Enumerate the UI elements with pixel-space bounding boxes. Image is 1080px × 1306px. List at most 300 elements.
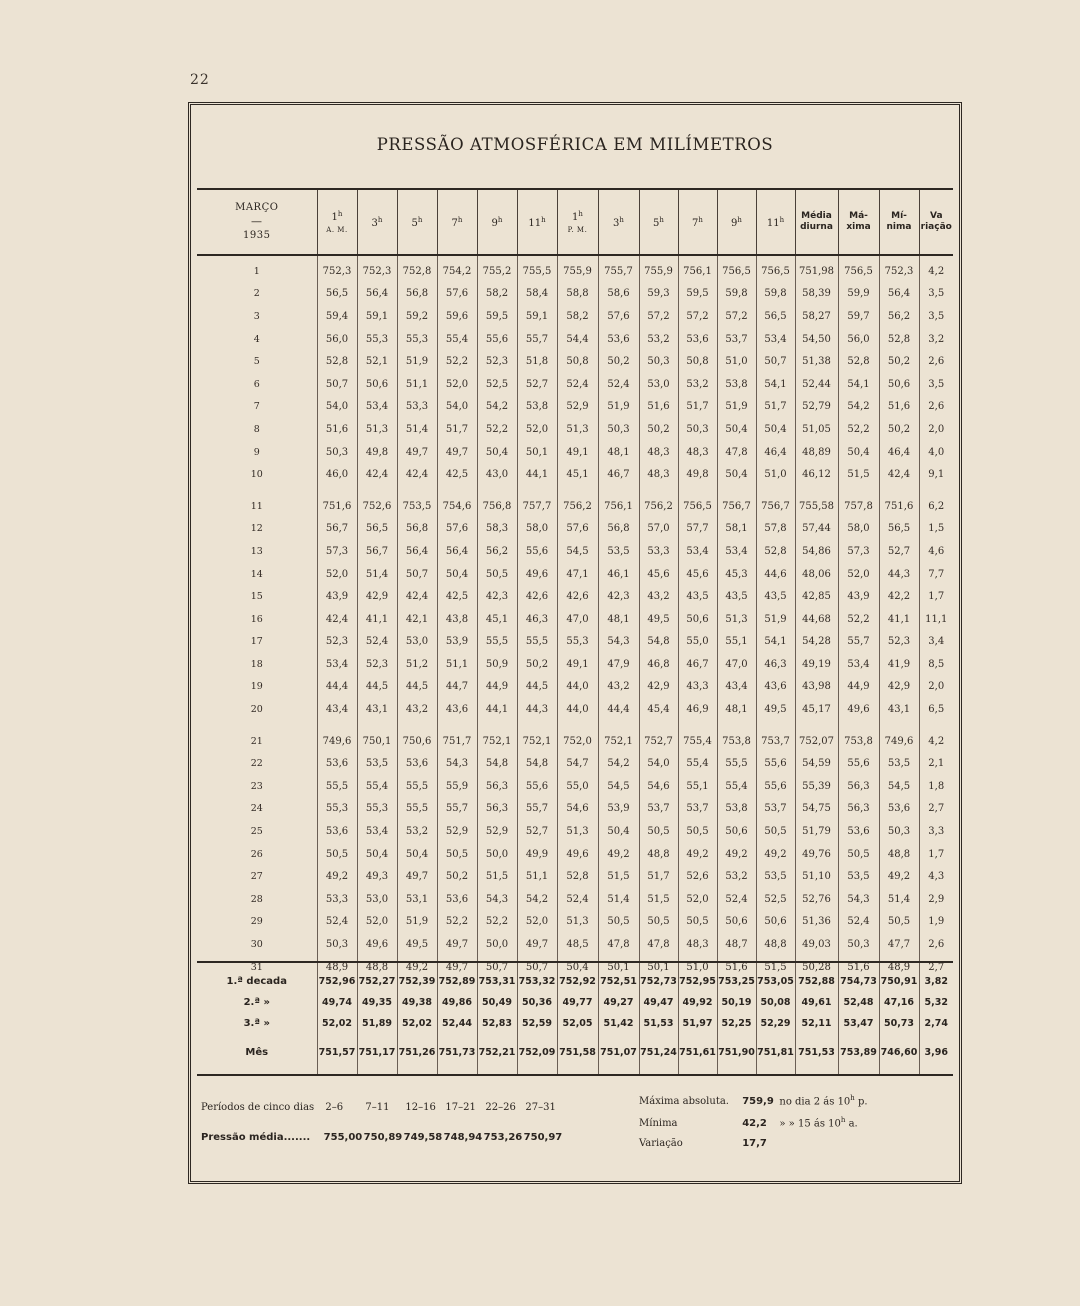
table-row [197, 463, 953, 486]
table-row [197, 540, 953, 563]
value-cell: 49,6 [357, 933, 397, 956]
summary-value: 50,73 [879, 1013, 919, 1034]
value-cell: 44,1 [477, 698, 517, 721]
value-cell: 50,5 [317, 843, 357, 866]
value-cell: 6,2 [919, 495, 953, 518]
max-row [639, 1094, 868, 1107]
value-cell: 752,1 [517, 730, 557, 753]
value-cell: 50,2 [598, 350, 639, 373]
value-cell: 57,6 [437, 283, 477, 306]
value-cell: 43,2 [598, 676, 639, 699]
value-cell: 55,6 [756, 752, 795, 775]
value-cell: 753,5 [397, 495, 437, 518]
value-cell: 4,2 [919, 255, 953, 283]
value-cell: 51,6 [717, 956, 756, 979]
value-cell: 42,4 [879, 463, 919, 486]
value-cell: 753,7 [756, 730, 795, 753]
day-cell: 24 [250, 803, 263, 815]
value-cell: 51,3 [557, 911, 598, 934]
value-cell: 50,5 [879, 911, 919, 934]
value-cell: 755,7 [598, 255, 639, 283]
value-cell: 53,2 [397, 820, 437, 843]
value-cell: 55,0 [557, 775, 598, 798]
value-cell: 55,7 [838, 631, 879, 654]
value-cell: 52,3 [317, 631, 357, 654]
value-cell: 48,8 [357, 956, 397, 979]
value-cell: 3,3 [919, 820, 953, 843]
value-cell: 43,9 [317, 585, 357, 608]
hour-header: 5$^h$ [397, 189, 437, 255]
value-cell: 52,4 [838, 911, 879, 934]
value-cell: 52,4 [357, 631, 397, 654]
summary-value: 51,42 [598, 1013, 639, 1034]
value-cell: 52,4 [557, 373, 598, 396]
value-cell: 752,07 [795, 730, 838, 753]
table-row [197, 418, 953, 441]
value-cell: 48,5 [557, 933, 598, 956]
value-cell: 756,5 [717, 255, 756, 283]
summary-value: 49,86 [437, 992, 477, 1013]
value-cell: 55,9 [437, 775, 477, 798]
value-cell: 52,4 [557, 888, 598, 911]
value-cell: 754,2 [437, 255, 477, 283]
value-cell: 51,7 [678, 396, 717, 419]
value-cell: 55,5 [397, 798, 437, 821]
month-header: MARÇO — 1935 [197, 189, 317, 255]
summary-value: 50,49 [477, 992, 517, 1013]
table-row [197, 653, 953, 676]
value-cell: 52,2 [477, 418, 517, 441]
value-cell: 53,3 [639, 540, 678, 563]
value-cell: 46,7 [678, 653, 717, 676]
summary-value: 3,96 [919, 1034, 953, 1075]
value-cell: 59,5 [477, 305, 517, 328]
value-cell: 43,8 [437, 608, 477, 631]
max-value: 759,9 [742, 1096, 774, 1108]
value-cell: 53,5 [838, 865, 879, 888]
value-cell: 52,2 [437, 350, 477, 373]
summary-value: 752,27 [357, 962, 397, 992]
value-cell: 54,5 [879, 775, 919, 798]
value-cell: 56,5 [879, 518, 919, 541]
value-cell: 752,8 [397, 255, 437, 283]
table-row [197, 518, 953, 541]
value-cell: 54,0 [317, 396, 357, 419]
value-cell: 42,9 [357, 585, 397, 608]
value-cell: 756,7 [756, 495, 795, 518]
value-cell: 55,3 [397, 328, 437, 351]
day-cell: 13 [250, 545, 263, 557]
value-cell: 52,7 [517, 820, 557, 843]
value-cell: 53,2 [639, 328, 678, 351]
value-cell: 4,2 [919, 730, 953, 753]
min-sup: h [840, 1116, 846, 1124]
value-cell: 59,5 [678, 283, 717, 306]
value-cell: 44,6 [756, 563, 795, 586]
hour-header: 11$^h$ [517, 189, 557, 255]
value-cell: 50,6 [879, 373, 919, 396]
day-cell: 30 [250, 939, 263, 951]
value-cell: 52,9 [437, 820, 477, 843]
value-cell: 53,4 [317, 653, 357, 676]
day-cell: 1 [253, 265, 260, 277]
value-cell: 54,2 [838, 396, 879, 419]
day-cell: 6 [253, 378, 260, 390]
summary-value: 751,90 [717, 1034, 756, 1075]
value-cell: 52,3 [879, 631, 919, 654]
value-cell: 749,6 [879, 730, 919, 753]
day-cell: 17 [250, 636, 263, 648]
value-cell: 54,5 [598, 775, 639, 798]
value-cell: 11,1 [919, 608, 953, 631]
value-cell: 50,2 [639, 418, 678, 441]
value-cell: 53,6 [678, 328, 717, 351]
summary-value: 52,83 [477, 1013, 517, 1034]
value-cell: 56,4 [397, 540, 437, 563]
value-cell: 52,7 [517, 373, 557, 396]
hour-header: 9$^h$ [477, 189, 517, 255]
summary-value: 752,95 [678, 962, 717, 992]
value-cell: 45,4 [639, 698, 678, 721]
value-cell: 50,8 [557, 350, 598, 373]
value-cell: 52,2 [838, 418, 879, 441]
summary-value: 751,57 [317, 1034, 357, 1075]
value-cell: 56,3 [477, 775, 517, 798]
value-cell: 48,1 [598, 608, 639, 631]
table-row [197, 631, 953, 654]
value-cell: 51,5 [756, 956, 795, 979]
value-cell: 1,9 [919, 911, 953, 934]
value-cell: 55,4 [437, 328, 477, 351]
var-label: Variação [639, 1138, 683, 1149]
value-cell: 43,1 [357, 698, 397, 721]
value-cell: 57,2 [678, 305, 717, 328]
value-cell: 50,4 [717, 418, 756, 441]
value-cell: 53,8 [517, 396, 557, 419]
day-cell: 21 [250, 735, 263, 747]
value-cell: 49,9 [517, 843, 557, 866]
value-cell: 53,6 [879, 798, 919, 821]
value-cell: 42,4 [357, 463, 397, 486]
summary-table [197, 961, 953, 1076]
value-cell: 42,4 [317, 608, 357, 631]
value-cell: 55,3 [357, 798, 397, 821]
summary-value: 49,74 [317, 992, 357, 1013]
value-cell: 46,9 [678, 698, 717, 721]
value-cell: 45,6 [678, 563, 717, 586]
value-cell: 50,5 [678, 820, 717, 843]
value-cell: 42,6 [557, 585, 598, 608]
table-row [197, 820, 953, 843]
value-cell: 47,8 [598, 933, 639, 956]
summary-value: 751,24 [639, 1034, 678, 1075]
value-cell: 6,5 [919, 698, 953, 721]
value-cell: 57,6 [557, 518, 598, 541]
value-cell: 2,7 [919, 956, 953, 979]
value-cell: 45,17 [795, 698, 838, 721]
value-cell: 56,0 [838, 328, 879, 351]
summary-row [197, 962, 953, 992]
value-cell: 9,1 [919, 463, 953, 486]
value-cell: 50,1 [598, 956, 639, 979]
value-cell: 56,5 [317, 283, 357, 306]
page-title: PRESSÃO ATMOSFÉRICA EM MILÍMETROS [376, 135, 774, 154]
value-cell: 46,3 [517, 608, 557, 631]
value-cell: 41,1 [879, 608, 919, 631]
table-row [197, 888, 953, 911]
value-cell: 53,8 [717, 798, 756, 821]
value-cell: 52,7 [879, 540, 919, 563]
value-cell: 51,3 [357, 418, 397, 441]
summary-value: 47,16 [879, 992, 919, 1013]
periods-row [201, 1102, 565, 1113]
value-cell: 55,39 [795, 775, 838, 798]
value-cell: 53,2 [678, 373, 717, 396]
day-cell: 27 [250, 871, 263, 883]
value-cell: 55,5 [517, 631, 557, 654]
value-cell: 55,7 [437, 798, 477, 821]
value-cell: 52,8 [756, 540, 795, 563]
value-cell: 52,9 [557, 396, 598, 419]
value-cell: 53,2 [717, 865, 756, 888]
var-value: 17,7 [742, 1138, 767, 1149]
value-cell: 56,8 [397, 283, 437, 306]
hour-header: 3$^h$ [357, 189, 397, 255]
value-cell: 52,1 [357, 350, 397, 373]
value-cell: 53,4 [717, 540, 756, 563]
value-cell: 752,3 [357, 255, 397, 283]
value-cell: 49,19 [795, 653, 838, 676]
value-cell: 50,3 [598, 418, 639, 441]
value-cell: 55,6 [517, 775, 557, 798]
value-cell: 51,3 [557, 820, 598, 843]
value-cell: 42,85 [795, 585, 838, 608]
value-cell: 1,7 [919, 843, 953, 866]
summary-label: Mês [245, 1046, 269, 1058]
value-cell: 50,7 [317, 373, 357, 396]
value-cell: 59,1 [517, 305, 557, 328]
value-cell: 51,10 [795, 865, 838, 888]
value-cell: 50,3 [678, 418, 717, 441]
summary-value: 752,92 [557, 962, 598, 992]
value-cell: 50,5 [678, 911, 717, 934]
value-cell: 51,3 [557, 418, 598, 441]
value-cell: 43,3 [678, 676, 717, 699]
summary-value: 751,53 [795, 1034, 838, 1075]
value-cell: 752,1 [598, 730, 639, 753]
value-cell: 751,6 [317, 495, 357, 518]
value-cell: 54,2 [517, 888, 557, 911]
value-cell: 55,6 [838, 752, 879, 775]
summary-value: 52,02 [397, 1013, 437, 1034]
value-cell: 44,0 [557, 676, 598, 699]
summary-value: 52,29 [756, 1013, 795, 1034]
value-cell: 47,7 [879, 933, 919, 956]
value-cell: 56,0 [317, 328, 357, 351]
summary-value: 2,74 [919, 1013, 953, 1034]
value-cell: 50,5 [598, 911, 639, 934]
value-cell: 49,2 [879, 865, 919, 888]
value-cell: 50,7 [477, 956, 517, 979]
value-cell: 51,5 [598, 865, 639, 888]
summary-value: 752,21 [477, 1034, 517, 1075]
day-cell: 31 [250, 961, 263, 973]
value-cell: 59,8 [717, 283, 756, 306]
value-cell: 56,5 [357, 518, 397, 541]
value-cell: 53,5 [756, 865, 795, 888]
summary-value: 51,53 [639, 1013, 678, 1034]
value-cell: 51,0 [678, 956, 717, 979]
value-cell: 50,5 [639, 820, 678, 843]
value-cell: 51,8 [517, 350, 557, 373]
value-cell: 50,3 [639, 350, 678, 373]
summary-value: 49,47 [639, 992, 678, 1013]
value-cell: 51,6 [838, 956, 879, 979]
value-cell: 53,6 [598, 328, 639, 351]
value-cell: 50,6 [717, 820, 756, 843]
value-cell: 53,0 [397, 631, 437, 654]
value-cell: 48,3 [678, 933, 717, 956]
value-cell: 55,5 [477, 631, 517, 654]
value-cell: 53,4 [357, 820, 397, 843]
value-cell: 50,7 [756, 350, 795, 373]
value-cell: 56,3 [477, 798, 517, 821]
value-cell: 43,5 [678, 585, 717, 608]
value-cell: 44,4 [317, 676, 357, 699]
value-cell: 43,2 [639, 585, 678, 608]
value-cell: 54,0 [437, 396, 477, 419]
day-cell: 3 [253, 310, 260, 322]
day-cell: 5 [253, 356, 260, 368]
value-cell: 43,98 [795, 676, 838, 699]
period-item: 12–16 [405, 1102, 436, 1113]
value-cell: 752,7 [639, 730, 678, 753]
value-cell: 47,8 [639, 933, 678, 956]
value-cell: 59,1 [357, 305, 397, 328]
value-cell: 53,7 [639, 798, 678, 821]
value-cell: 50,4 [557, 956, 598, 979]
value-cell: 53,7 [717, 328, 756, 351]
period-item: 17–21 [445, 1102, 476, 1113]
summary-value: 754,73 [838, 962, 879, 992]
value-cell: 52,0 [357, 911, 397, 934]
summary-value: 49,77 [557, 992, 598, 1013]
value-cell: 52,8 [838, 350, 879, 373]
hour-header: 3$^h$ [598, 189, 639, 255]
summary-value: 52,44 [437, 1013, 477, 1034]
summary-value: 752,39 [397, 962, 437, 992]
value-cell: 3,5 [919, 373, 953, 396]
value-cell: 56,4 [357, 283, 397, 306]
value-cell: 45,1 [557, 463, 598, 486]
value-cell: 53,6 [317, 752, 357, 775]
value-cell: 56,3 [838, 798, 879, 821]
value-cell: 756,2 [639, 495, 678, 518]
day-cell: 2 [253, 288, 260, 300]
value-cell: 50,4 [756, 418, 795, 441]
value-cell: 751,6 [879, 495, 919, 518]
value-cell: 52,79 [795, 396, 838, 419]
value-cell: 3,5 [919, 283, 953, 306]
table-row [197, 585, 953, 608]
value-cell: 57,44 [795, 518, 838, 541]
value-cell: 756,1 [678, 255, 717, 283]
value-cell: 43,4 [717, 676, 756, 699]
summary-value: 50,36 [517, 992, 557, 1013]
value-cell: 52,4 [717, 888, 756, 911]
value-cell: 749,6 [317, 730, 357, 753]
day-cell: 22 [250, 758, 263, 770]
value-cell: 47,8 [717, 441, 756, 464]
table-row [197, 328, 953, 351]
value-cell: 49,3 [357, 865, 397, 888]
value-cell: 2,0 [919, 418, 953, 441]
value-cell: 50,0 [477, 843, 517, 866]
value-cell: 51,9 [397, 350, 437, 373]
value-cell: 50,4 [717, 463, 756, 486]
value-cell: 59,8 [756, 283, 795, 306]
value-cell: 51,79 [795, 820, 838, 843]
value-cell: 58,1 [717, 518, 756, 541]
value-cell: 47,1 [557, 563, 598, 586]
day-cell: 16 [250, 613, 263, 625]
value-cell: 52,76 [795, 888, 838, 911]
value-cell: 46,8 [639, 653, 678, 676]
value-cell: 50,3 [317, 441, 357, 464]
value-cell: 59,2 [397, 305, 437, 328]
summary-label: 2.ª » [243, 997, 270, 1008]
value-cell: 56,7 [357, 540, 397, 563]
value-cell: 49,7 [517, 933, 557, 956]
pressure-row [201, 1132, 564, 1143]
value-cell: 50,5 [639, 911, 678, 934]
value-cell: 51,4 [397, 418, 437, 441]
value-cell: 44,7 [437, 676, 477, 699]
value-cell: 42,5 [437, 463, 477, 486]
value-cell: 52,0 [838, 563, 879, 586]
value-cell: 755,2 [477, 255, 517, 283]
value-cell: 59,7 [838, 305, 879, 328]
value-cell: 44,9 [838, 676, 879, 699]
value-cell: 46,4 [756, 441, 795, 464]
value-cell: 54,1 [756, 631, 795, 654]
value-cell: 50,6 [678, 608, 717, 631]
value-cell: 44,3 [517, 698, 557, 721]
value-cell: 51,4 [879, 888, 919, 911]
value-cell: 58,4 [517, 283, 557, 306]
value-cell: 52,4 [317, 911, 357, 934]
value-cell: 50,4 [477, 441, 517, 464]
value-cell: 756,5 [756, 255, 795, 283]
value-cell: 751,98 [795, 255, 838, 283]
summary-value: 752,88 [795, 962, 838, 992]
value-cell: 47,0 [717, 653, 756, 676]
value-cell: 49,2 [756, 843, 795, 866]
value-cell: 49,2 [598, 843, 639, 866]
value-cell: 1,8 [919, 775, 953, 798]
summary-value: 51,97 [678, 1013, 717, 1034]
value-cell: 48,3 [639, 441, 678, 464]
day-cell: 29 [250, 916, 263, 928]
value-cell: 55,5 [397, 775, 437, 798]
table-row [197, 911, 953, 934]
media-diurna-header: Média diurna [795, 189, 838, 255]
value-cell: 54,0 [639, 752, 678, 775]
value-cell: 44,5 [357, 676, 397, 699]
value-cell: 53,0 [357, 888, 397, 911]
value-cell: 52,0 [517, 911, 557, 934]
value-cell: 50,3 [838, 933, 879, 956]
